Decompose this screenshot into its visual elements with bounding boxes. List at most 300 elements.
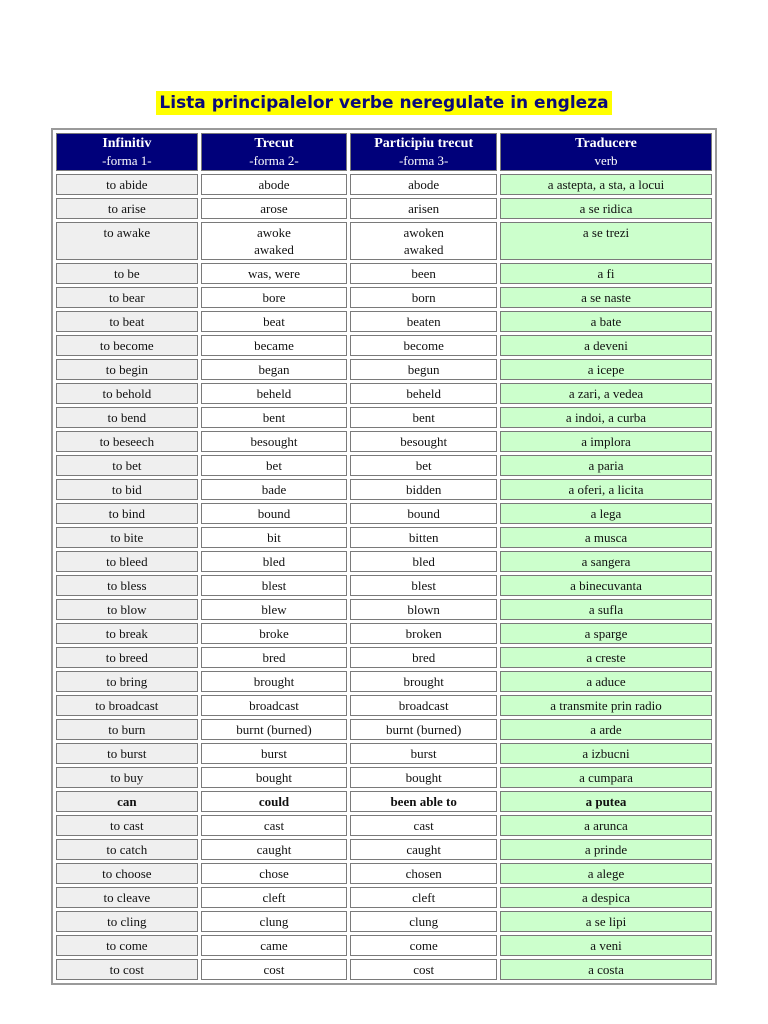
header-label: Participiu trecut <box>374 136 474 151</box>
table-row <box>56 222 712 260</box>
table-row <box>56 551 712 572</box>
infinitive-cell <box>56 335 198 356</box>
infinitive-cell <box>56 911 198 932</box>
translation-cell-text: a arunca <box>584 818 628 833</box>
past-participle-cell-text: bet <box>415 458 432 473</box>
past-cell-text: clung <box>259 914 289 929</box>
translation-cell <box>500 263 712 284</box>
past-cell-text: bade <box>261 482 287 497</box>
infinitive-cell <box>56 551 198 572</box>
past-cell <box>201 791 348 812</box>
past-cell-text: beheld <box>256 386 292 401</box>
past-cell-text: bound <box>257 506 291 521</box>
past-cell <box>201 551 348 572</box>
translation-cell-text: a icepe <box>587 362 625 377</box>
past-participle-cell <box>350 431 497 452</box>
past-participle-cell-text: bred <box>412 650 436 665</box>
translation-cell-text: a sangera <box>581 554 631 569</box>
past-participle-cell <box>350 222 497 260</box>
past-participle-cell-text: bound <box>407 506 440 521</box>
past-participle-cell <box>350 743 497 764</box>
translation-cell <box>500 767 712 788</box>
past-cell <box>201 671 348 692</box>
infinitive-cell-text: to bind <box>108 506 146 521</box>
past-cell <box>201 935 348 956</box>
past-participle-cell <box>350 575 497 596</box>
past-participle-cell-text: come <box>409 938 438 953</box>
past-participle-cell <box>350 359 497 380</box>
past-cell <box>201 575 348 596</box>
past-cell-text: bought <box>255 770 293 785</box>
infinitive-cell-text: to bless <box>107 578 147 593</box>
past-cell-text: bent <box>262 410 286 425</box>
infinitive-cell <box>56 815 198 836</box>
past-cell-text: arose <box>260 201 288 216</box>
past-cell-text: cast <box>263 818 285 833</box>
infinitive-cell <box>56 623 198 644</box>
past-participle-cell-text: arisen <box>408 201 440 216</box>
past-participle-cell <box>350 887 497 908</box>
past-cell-text: besought <box>250 434 298 449</box>
infinitive-cell <box>56 263 198 284</box>
translation-cell-text: a indoi, a curba <box>565 410 647 425</box>
past-cell <box>201 911 348 932</box>
past-cell-text: awoke <box>257 225 291 240</box>
header-trecut <box>201 133 348 171</box>
infinitive-cell <box>56 863 198 884</box>
past-cell-text: bit <box>267 530 281 545</box>
past-participle-cell-text: abode <box>408 177 440 192</box>
past-participle-cell-text: brought <box>403 674 444 689</box>
table-row <box>56 407 712 428</box>
past-cell <box>201 174 348 195</box>
translation-cell <box>500 911 712 932</box>
infinitive-cell <box>56 695 198 716</box>
infinitive-cell-text: to cling <box>107 914 147 929</box>
table-row <box>56 263 712 284</box>
translation-cell-text: a veni <box>590 938 622 953</box>
past-participle-cell <box>350 959 497 980</box>
infinitive-cell <box>56 503 198 524</box>
infinitive-cell-text: to begin <box>105 362 148 377</box>
infinitive-cell <box>56 479 198 500</box>
past-participle-cell-text: caught <box>406 842 441 857</box>
infinitive-cell-text: to broadcast <box>95 698 159 713</box>
past-cell <box>201 287 348 308</box>
verbs-table <box>51 128 717 985</box>
translation-cell-text: a bate <box>590 314 622 329</box>
infinitive-cell-text: to burn <box>108 722 146 737</box>
past-cell <box>201 455 348 476</box>
translation-cell <box>500 335 712 356</box>
infinitive-cell-text: to bend <box>107 410 147 425</box>
translation-cell <box>500 935 712 956</box>
past-cell <box>201 503 348 524</box>
past-cell-text: burnt (burned) <box>236 722 312 737</box>
translation-cell-text: a astepta, a sta, a locui <box>547 177 665 192</box>
translation-cell-text: a lega <box>590 506 622 521</box>
past-participle-cell <box>350 383 497 404</box>
translation-cell <box>500 671 712 692</box>
past-cell-text: broadcast <box>249 698 299 713</box>
translation-cell <box>500 743 712 764</box>
past-cell-text: bore <box>262 290 286 305</box>
infinitive-cell-text: to choose <box>102 866 152 881</box>
past-participle-cell-text: broken <box>405 626 442 641</box>
infinitive-cell <box>56 887 198 908</box>
infinitive-cell-text: to cost <box>109 962 144 977</box>
table-row <box>56 887 712 908</box>
infinitive-cell <box>56 671 198 692</box>
past-cell <box>201 198 348 219</box>
infinitive-cell <box>56 431 198 452</box>
table-row <box>56 527 712 548</box>
translation-cell <box>500 719 712 740</box>
past-participle-cell <box>350 335 497 356</box>
past-participle-cell-text: beheld <box>406 386 441 401</box>
infinitive-cell-text: to cast <box>110 818 144 833</box>
infinitive-cell-text: to come <box>106 938 148 953</box>
translation-cell <box>500 959 712 980</box>
table-row <box>56 695 712 716</box>
table-row <box>56 623 712 644</box>
infinitive-cell <box>56 311 198 332</box>
past-participle-cell <box>350 623 497 644</box>
past-cell <box>201 623 348 644</box>
translation-cell-text: a binecuvanta <box>570 578 642 593</box>
translation-cell-text: a se naste <box>581 290 631 305</box>
table-row <box>56 719 712 740</box>
infinitive-cell <box>56 743 198 764</box>
translation-cell-text: a creste <box>586 650 626 665</box>
infinitive-cell <box>56 174 198 195</box>
infinitive-cell-text: to be <box>114 266 140 281</box>
past-participle-cell-text: bidden <box>405 482 442 497</box>
past-participle-cell-text: born <box>411 290 436 305</box>
past-participle-cell-text: bitten <box>408 530 439 545</box>
infinitive-cell <box>56 599 198 620</box>
past-cell-text: caught <box>256 842 292 857</box>
translation-cell-text: a alege <box>587 866 625 881</box>
infinitive-cell-text: to bear <box>108 290 145 305</box>
translation-cell-text: a cumpara <box>579 770 633 785</box>
translation-cell <box>500 431 712 452</box>
past-cell-text: burst <box>260 746 287 761</box>
past-participle-cell-text: beaten <box>406 314 441 329</box>
translation-cell-text: a implora <box>581 434 631 449</box>
translation-cell-text: a sparge <box>584 626 628 641</box>
past-participle-cell-text: bought <box>405 770 442 785</box>
past-participle-cell-text: been <box>411 266 436 281</box>
past-participle-cell <box>350 198 497 219</box>
page-title: Lista principalelor verbe neregulate in engleza <box>156 91 611 115</box>
table-row <box>56 431 712 452</box>
title-wrap <box>0 91 768 115</box>
past-participle-cell <box>350 527 497 548</box>
infinitive-cell-text: to beseech <box>99 434 155 449</box>
header-infinitiv <box>56 133 198 171</box>
past-participle-cell <box>350 671 497 692</box>
table-row <box>56 503 712 524</box>
translation-cell <box>500 503 712 524</box>
past-participle-cell <box>350 407 497 428</box>
past-cell-text: abode <box>258 177 290 192</box>
table-row <box>56 671 712 692</box>
translation-cell <box>500 359 712 380</box>
infinitive-cell-text: to cleave <box>103 890 151 905</box>
infinitive-cell <box>56 767 198 788</box>
past-cell <box>201 767 348 788</box>
infinitive-cell-text: to behold <box>102 386 152 401</box>
translation-cell <box>500 174 712 195</box>
past-participle-cell <box>350 839 497 860</box>
infinitive-cell <box>56 222 198 260</box>
translation-cell-text: a se ridica <box>579 201 633 216</box>
table-row <box>56 479 712 500</box>
table-row <box>56 647 712 668</box>
table-row <box>56 383 712 404</box>
past-participle-cell-text: burnt (burned) <box>385 722 462 737</box>
translation-cell <box>500 695 712 716</box>
past-participle-cell <box>350 719 497 740</box>
infinitive-cell-text: to burst <box>107 746 147 761</box>
past-participle-cell-text: chosen <box>405 866 442 881</box>
past-cell <box>201 527 348 548</box>
infinitive-cell <box>56 575 198 596</box>
past-cell <box>201 431 348 452</box>
past-participle-cell-text: broadcast <box>398 698 449 713</box>
translation-cell-text: a deveni <box>584 338 628 353</box>
translation-cell-text: a arde <box>590 722 622 737</box>
infinitive-cell-text: to bite <box>110 530 144 545</box>
past-participle-cell <box>350 935 497 956</box>
infinitive-cell-text: to bet <box>112 458 142 473</box>
header-label: Traducere <box>575 136 637 151</box>
translation-cell <box>500 887 712 908</box>
past-cell <box>201 407 348 428</box>
infinitive-cell-text: to abide <box>106 177 148 192</box>
infinitive-cell <box>56 287 198 308</box>
translation-cell-text: a se lipi <box>585 914 627 929</box>
table-row <box>56 863 712 884</box>
infinitive-cell-text: to arise <box>107 201 146 216</box>
past-participle-cell-text: cost <box>413 962 435 977</box>
table-row <box>56 767 712 788</box>
table-row <box>56 959 712 980</box>
translation-cell <box>500 407 712 428</box>
past-cell <box>201 647 348 668</box>
translation-cell-text: a paria <box>588 458 624 473</box>
past-participle-cell <box>350 551 497 572</box>
infinitive-cell <box>56 647 198 668</box>
translation-cell-text: a zari, a vedea <box>568 386 644 401</box>
infinitive-cell-text: to become <box>99 338 154 353</box>
past-cell-text: blew <box>261 602 287 617</box>
past-cell <box>201 839 348 860</box>
past-cell-text: was, were <box>248 266 300 281</box>
past-participle-cell-text: bled <box>412 554 435 569</box>
past-participle-cell <box>350 599 497 620</box>
infinitive-cell-text: to awake <box>103 225 151 240</box>
translation-cell <box>500 198 712 219</box>
past-cell-text: could <box>258 794 290 809</box>
table-row <box>56 335 712 356</box>
table-row <box>56 599 712 620</box>
past-cell <box>201 863 348 884</box>
past-cell <box>201 815 348 836</box>
past-participle-cell-text: burst <box>410 746 437 761</box>
past-participle-cell-text: besought <box>400 434 448 449</box>
infinitive-cell <box>56 359 198 380</box>
past-cell <box>201 359 348 380</box>
header-row <box>56 133 712 171</box>
past-cell <box>201 743 348 764</box>
translation-cell-text: a aduce <box>586 674 626 689</box>
header-sub: verb <box>594 153 618 168</box>
header-sub: -forma 3- <box>398 153 449 168</box>
past-participle-cell <box>350 311 497 332</box>
translation-cell-text: a prinde <box>584 842 628 857</box>
infinitive-cell <box>56 198 198 219</box>
past-participle-cell <box>350 263 497 284</box>
past-cell-text: beat <box>263 314 285 329</box>
translation-cell-text: a sufla <box>588 602 624 617</box>
past-participle-cell-text: awaked <box>403 242 444 257</box>
header-traducere <box>500 133 712 171</box>
past-participle-cell-text: become <box>403 338 444 353</box>
past-cell-text: began <box>258 362 290 377</box>
past-participle-cell-text: begun <box>407 362 440 377</box>
past-participle-cell <box>350 767 497 788</box>
past-participle-cell <box>350 647 497 668</box>
past-cell-text: bled <box>262 554 286 569</box>
past-cell-text: cost <box>263 962 285 977</box>
past-cell-text: became <box>254 338 294 353</box>
infinitive-cell <box>56 455 198 476</box>
past-cell <box>201 959 348 980</box>
header-participiu <box>350 133 497 171</box>
past-cell <box>201 311 348 332</box>
past-cell <box>201 335 348 356</box>
infinitive-cell <box>56 791 198 812</box>
past-cell-text: bet <box>266 458 282 473</box>
translation-cell <box>500 551 712 572</box>
past-cell <box>201 887 348 908</box>
past-participle-cell-text: been able to <box>390 794 457 809</box>
past-participle-cell-text: awoken <box>403 225 444 240</box>
translation-cell <box>500 287 712 308</box>
infinitive-cell-text: to beat <box>109 314 145 329</box>
infinitive-cell <box>56 935 198 956</box>
translation-cell <box>500 479 712 500</box>
translation-cell-text: a putea <box>585 794 627 809</box>
translation-cell-text: a oferi, a licita <box>568 482 644 497</box>
infinitive-cell <box>56 719 198 740</box>
past-cell-text: cleft <box>262 890 286 905</box>
table-row <box>56 935 712 956</box>
past-cell-text: came <box>260 938 288 953</box>
infinitive-cell-text: can <box>117 794 137 809</box>
table-row <box>56 359 712 380</box>
table-row <box>56 815 712 836</box>
translation-cell <box>500 527 712 548</box>
infinitive-cell-text: to bring <box>106 674 148 689</box>
translation-cell-text: a musca <box>584 530 628 545</box>
translation-cell <box>500 647 712 668</box>
translation-cell <box>500 839 712 860</box>
verbs-table-body <box>56 174 712 980</box>
infinitive-cell-text: to breed <box>105 650 148 665</box>
infinitive-cell-text: to buy <box>110 770 144 785</box>
past-participle-cell <box>350 455 497 476</box>
translation-cell <box>500 222 712 260</box>
past-cell <box>201 383 348 404</box>
translation-cell-text: a costa <box>588 962 624 977</box>
translation-cell <box>500 791 712 812</box>
past-participle-cell <box>350 863 497 884</box>
table-row <box>56 287 712 308</box>
infinitive-cell <box>56 839 198 860</box>
past-participle-cell <box>350 815 497 836</box>
table-row <box>56 455 712 476</box>
infinitive-cell-text: to bleed <box>106 554 148 569</box>
past-cell-text: blest <box>261 578 287 593</box>
past-cell <box>201 599 348 620</box>
header-sub: -forma 2- <box>249 153 299 168</box>
past-cell <box>201 479 348 500</box>
infinitive-cell-text: to catch <box>106 842 148 857</box>
table-row <box>56 311 712 332</box>
past-cell-text: brought <box>253 674 295 689</box>
past-cell <box>201 263 348 284</box>
infinitive-cell <box>56 959 198 980</box>
infinitive-cell-text: to bid <box>111 482 142 497</box>
past-participle-cell-text: cleft <box>412 890 436 905</box>
past-participle-cell-text: bent <box>412 410 435 425</box>
table-row <box>56 743 712 764</box>
table-row <box>56 575 712 596</box>
translation-cell <box>500 623 712 644</box>
past-participle-cell <box>350 479 497 500</box>
translation-cell <box>500 599 712 620</box>
table-row <box>56 198 712 219</box>
translation-cell <box>500 575 712 596</box>
past-participle-cell-text: blown <box>407 602 440 617</box>
infinitive-cell <box>56 527 198 548</box>
translation-cell-text: a se trezi <box>582 225 630 240</box>
infinitive-cell <box>56 383 198 404</box>
translation-cell <box>500 863 712 884</box>
translation-cell <box>500 455 712 476</box>
past-participle-cell-text: blest <box>411 578 436 593</box>
past-cell <box>201 222 348 260</box>
translation-cell-text: a despica <box>581 890 630 905</box>
table-row <box>56 839 712 860</box>
translation-cell-text: a fi <box>597 266 615 281</box>
past-cell-text: awaked <box>254 242 294 257</box>
infinitive-cell-text: to blow <box>107 602 147 617</box>
past-cell-text: chose <box>259 866 289 881</box>
table-row <box>56 791 712 812</box>
past-participle-cell <box>350 695 497 716</box>
translation-cell <box>500 383 712 404</box>
past-participle-cell-text: cast <box>413 818 434 833</box>
header-label: Trecut <box>254 136 294 151</box>
past-participle-cell <box>350 174 497 195</box>
header-sub: -forma 1- <box>102 153 152 168</box>
past-cell-text: broke <box>259 626 289 641</box>
past-participle-cell <box>350 287 497 308</box>
